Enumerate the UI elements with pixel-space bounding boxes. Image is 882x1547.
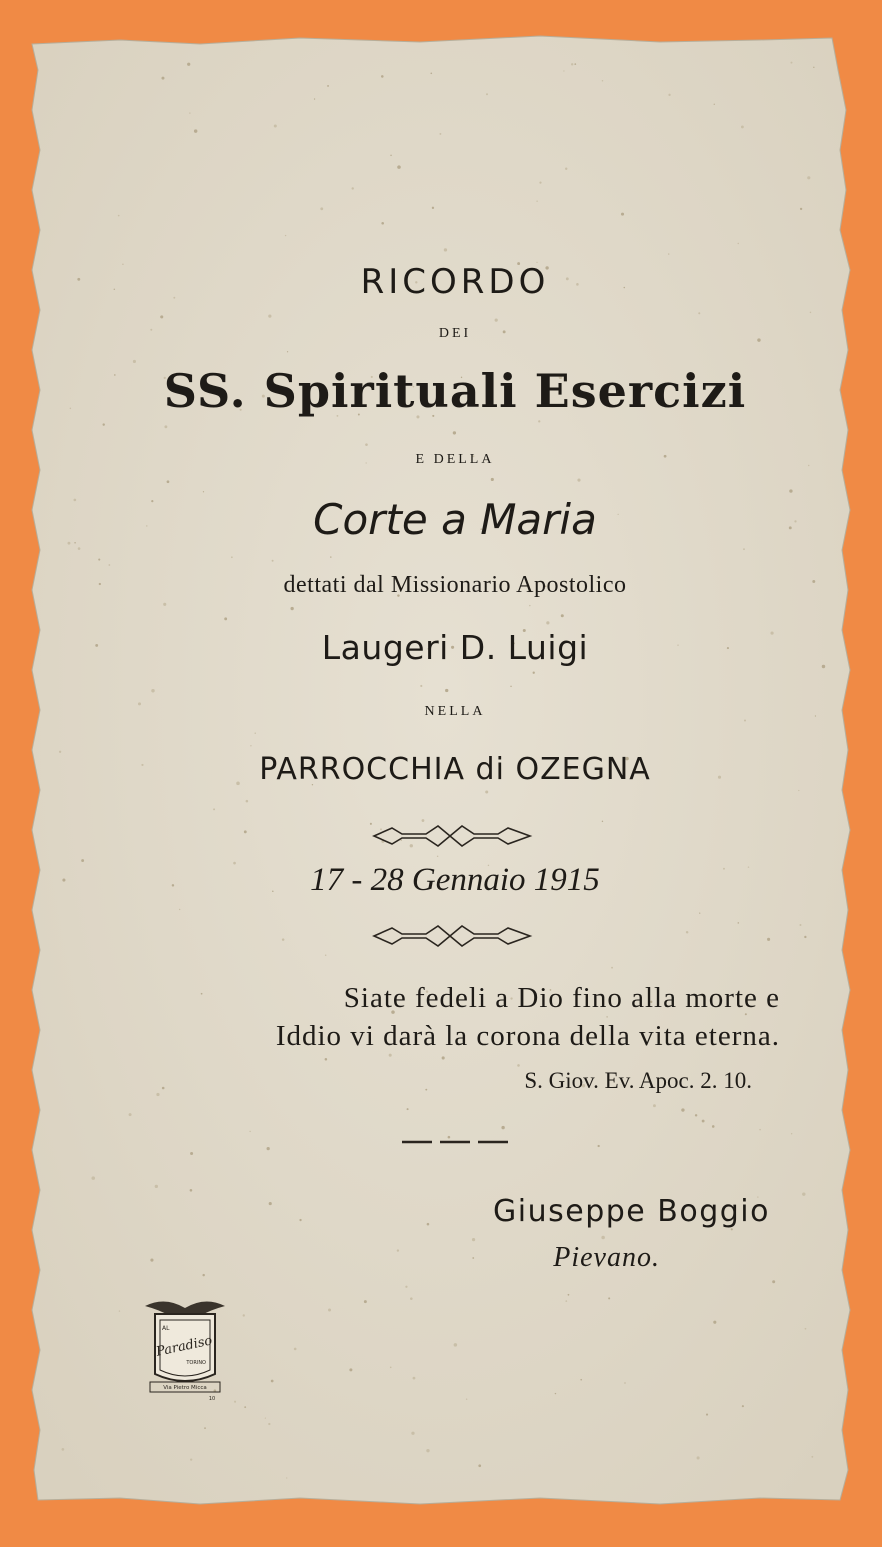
paper-speckle (194, 129, 197, 132)
paper-speckle (328, 1309, 331, 1312)
paper-speckle (244, 1406, 246, 1408)
paper-speckle (365, 443, 368, 446)
paper-speckle (327, 85, 329, 87)
paper-speckle (713, 1321, 716, 1324)
paper-speckle (243, 1314, 245, 1316)
paper-speckle (390, 155, 391, 156)
paper-speckle (668, 253, 670, 255)
logo-brand-text: Paradiso (154, 1333, 214, 1360)
paper-speckle (255, 733, 256, 734)
paper-speckle (250, 745, 251, 746)
paper-speckle (349, 1368, 352, 1371)
printer-logo (140, 1296, 230, 1406)
paper-speckle (389, 1054, 392, 1057)
paper-speckle (800, 208, 802, 210)
paper-speckle (437, 856, 438, 857)
ricordo-heading: RICORDO (360, 262, 550, 302)
paper-speckle (799, 924, 801, 926)
paper-speckle (290, 607, 293, 610)
paper-speckle (621, 213, 624, 216)
paper-speckle (167, 480, 170, 483)
paper-speckle (405, 1286, 407, 1288)
paper-speckle (411, 1432, 414, 1435)
paper-speckle (103, 423, 105, 425)
paper-speckle (580, 1379, 582, 1381)
paper-speckle (767, 938, 770, 941)
paper-speckle (810, 312, 811, 313)
paper-speckle (601, 1236, 605, 1240)
paper-speckle (712, 1125, 715, 1128)
event-dates: 17 - 28 Gennaio 1915 (310, 862, 600, 898)
paper-speckle (286, 1477, 287, 1478)
paper-speckle (706, 1413, 708, 1415)
paper-speckle (282, 938, 285, 941)
paper-speckle (234, 1401, 236, 1403)
paper-speckle (164, 425, 167, 428)
paper-speckle (714, 104, 715, 105)
paper-speckle (401, 840, 402, 841)
paper-speckle (444, 248, 447, 251)
paper-speckle (271, 1380, 274, 1383)
paper-speckle (510, 686, 511, 687)
paper-speckle (381, 75, 384, 78)
paper-speckle (606, 1016, 607, 1017)
paper-speckle (561, 614, 564, 617)
paper-speckle (772, 1280, 775, 1283)
paper-speckle (738, 922, 740, 924)
paper-speckle (472, 1238, 475, 1241)
paper-speckle (133, 360, 136, 363)
paper-speckle (454, 1343, 458, 1347)
paper-speckle (501, 1126, 504, 1129)
dei-text: DEI (438, 326, 472, 341)
paper-speckle (380, 828, 382, 830)
paper-speckle (62, 1448, 65, 1451)
paper-speckle (791, 1133, 792, 1134)
paper-speckle (407, 1108, 409, 1110)
paper-speckle (495, 318, 498, 321)
paper-speckle (91, 1176, 95, 1180)
paper-speckle (294, 1348, 297, 1351)
paper-speckle (538, 420, 540, 422)
paper-speckle (119, 1310, 120, 1311)
paper-speckle (432, 207, 434, 209)
signature-name: Giuseppe Boggio (493, 1194, 770, 1229)
paper-speckle (448, 1136, 451, 1139)
paper-speckle (422, 819, 425, 822)
paper-speckle (267, 1147, 270, 1150)
paper-speckle (698, 312, 700, 314)
main-heading: SS. Spirituali Esercizi (163, 364, 747, 418)
paper-speckle (699, 912, 700, 913)
paper-speckle (413, 1377, 416, 1380)
paper-speckle (439, 133, 441, 135)
paper-speckle (738, 243, 739, 244)
paper-speckle (364, 1300, 367, 1303)
paper-speckle (668, 94, 670, 96)
paper-speckle (187, 63, 190, 66)
paper-speckle (611, 967, 613, 969)
paper-speckle (268, 1423, 270, 1425)
paper-speckle (108, 564, 110, 566)
paper-speckle (381, 222, 384, 225)
paper-speckle (189, 112, 190, 113)
paper-speckle (370, 823, 372, 825)
paper-speckle (555, 1393, 556, 1394)
paper-speckle (568, 1294, 570, 1296)
paper-speckle (741, 126, 744, 129)
paper-speckle (574, 63, 576, 65)
nella-text: NELLA (424, 704, 486, 719)
paper-speckle (466, 1399, 467, 1400)
paper-speckle (486, 93, 488, 95)
paper-speckle (791, 62, 793, 64)
signature-title: Pievano. (553, 1242, 660, 1273)
paper-speckle (804, 936, 806, 938)
logo-address-text: Via Pietro Micca (163, 1385, 207, 1391)
paper-speckle (533, 672, 535, 674)
paper-speckle (478, 1464, 481, 1467)
paper-speckle (743, 548, 745, 550)
dettati-text: dettati dal Missionario Apostolico (283, 572, 627, 598)
paper-speckle (78, 547, 81, 550)
paper-speckle (686, 931, 688, 933)
paper-speckle (445, 689, 448, 692)
logo-al-text: AL (162, 1325, 170, 1332)
paper-speckle (204, 1427, 206, 1429)
paper-speckle (565, 168, 567, 170)
paper-speckle (453, 431, 456, 434)
missionary-name: Laugeri D. Luigi (321, 628, 589, 667)
paper-speckle (517, 1064, 520, 1067)
quote-reference: S. Giov. Ev. Apoc. 2. 10. (524, 1068, 752, 1093)
paper-speckle (805, 1328, 807, 1330)
paper-speckle (246, 800, 249, 803)
paper-speckle (118, 215, 120, 217)
logo-number-text: 10 (208, 1396, 216, 1402)
paper-speckle (272, 560, 274, 562)
paper-speckle (179, 909, 180, 910)
logo-city-text: TORINO (186, 1360, 206, 1366)
paper-speckle (798, 790, 799, 791)
paper-speckle (224, 617, 227, 620)
paper-speckle (491, 478, 494, 481)
paper-speckle (190, 1458, 192, 1460)
paper-speckle (98, 559, 100, 561)
paper-speckle (485, 790, 488, 793)
paper-speckle (565, 1300, 567, 1302)
paper-speckle (602, 80, 604, 82)
paper-speckle (602, 821, 603, 822)
paper-speckle (697, 1456, 700, 1459)
subtitle-heading: Corte a Maria (313, 495, 597, 544)
paper-speckle (529, 605, 530, 606)
paper-speckle (759, 1129, 761, 1131)
paper-speckle (410, 844, 413, 847)
paper-speckle (330, 556, 331, 557)
paper-speckle (571, 63, 573, 65)
paper-speckle (546, 621, 549, 624)
paper-speckle (268, 315, 271, 318)
paper-speckle (285, 235, 286, 236)
paper-speckle (811, 1456, 813, 1458)
paper-speckle (129, 1113, 132, 1116)
paper-speckle (244, 830, 247, 833)
paper-speckle (536, 200, 537, 201)
paper-speckle (608, 1297, 610, 1299)
paper-speckle (539, 182, 541, 184)
paper-speckle (390, 1367, 392, 1369)
paper-speckle (789, 489, 792, 492)
paper-speckle (813, 67, 814, 68)
paper-speckle (420, 685, 422, 687)
paper-speckle (742, 1405, 744, 1407)
paper-speckle (430, 72, 432, 74)
paper-speckle (325, 1058, 328, 1061)
paper-speckle (314, 98, 315, 99)
paper-speckle (702, 1120, 705, 1123)
paper-speckle (426, 1449, 429, 1452)
paper-speckle (442, 1056, 445, 1059)
paper-speckle (681, 1108, 684, 1111)
e-della-text: E DELLA (415, 452, 495, 467)
paper-speckle (624, 1382, 625, 1383)
paper-speckle (802, 1192, 805, 1195)
paper-speckle (287, 351, 288, 352)
paper-speckle (807, 176, 810, 179)
paper-speckle (352, 187, 354, 189)
quote-line-2: Iddio vi darà la corona della vita eterna. (275, 1020, 780, 1052)
paper-speckle (320, 207, 323, 210)
paper-speckle (397, 165, 401, 169)
quote-line-1: Siate fedeli a Dio fino alla morte e (343, 982, 780, 1014)
paper-speckle (410, 1297, 413, 1300)
paper-speckle (274, 125, 277, 128)
paper-speckle (325, 955, 326, 956)
paper-speckle (160, 315, 163, 318)
paper-speckle (597, 1145, 599, 1147)
paper-speckle (190, 1152, 193, 1155)
paper-speckle (653, 1104, 656, 1107)
paper-speckle (213, 808, 215, 810)
paper-speckle (231, 556, 233, 558)
paper-speckle (577, 479, 580, 482)
paper-speckle (161, 77, 164, 80)
parish-name: PARROCCHIA di OZEGNA (259, 752, 651, 787)
paper-speckle (151, 689, 154, 692)
paper-speckle (190, 1189, 193, 1192)
paper-speckle (265, 1418, 266, 1419)
paper-speckle (155, 1185, 158, 1188)
paper-speckle (695, 1114, 697, 1116)
paper-speckle (249, 1131, 250, 1132)
paper-speckle (202, 1274, 204, 1276)
paper-speckle (563, 70, 564, 71)
paper-speckle (203, 491, 204, 492)
paper-speckle (163, 603, 166, 606)
